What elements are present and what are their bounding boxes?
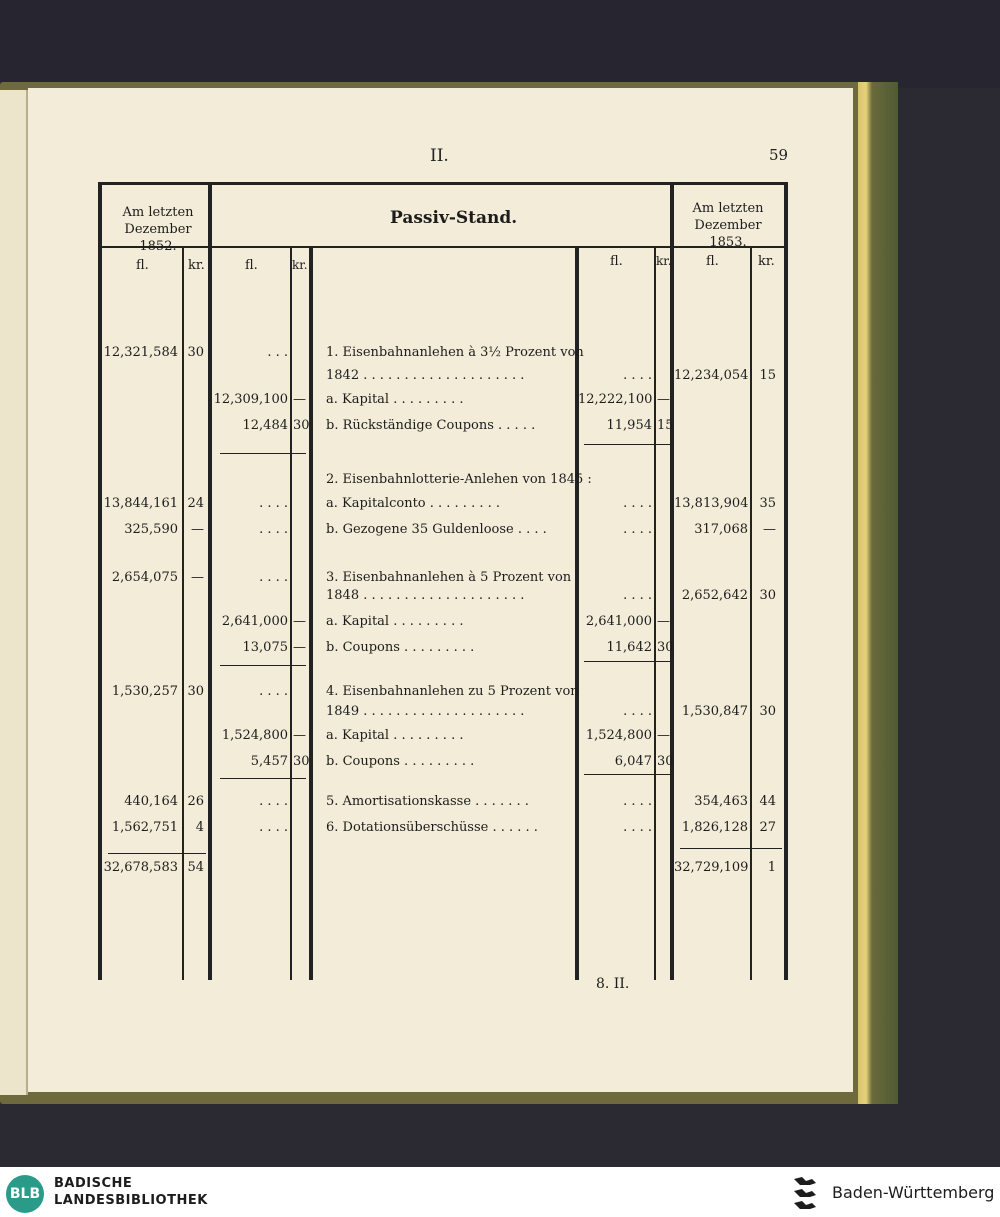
row-description: b. Coupons . . . . . . . . . — [326, 640, 475, 655]
col-divider — [750, 248, 752, 980]
cell-1852-fl: 12,321,584 — [103, 345, 178, 360]
cell-1852-kr: 30 — [187, 684, 204, 699]
cell-1852-kr: 54 — [187, 860, 204, 875]
cell-sub-fl: . . . . — [259, 522, 288, 537]
bw-name[interactable]: Baden-Württemberg — [832, 1183, 995, 1202]
subtotal-rule — [220, 665, 306, 666]
subtotal-rule — [220, 453, 306, 454]
row-description: 6. Dotationsüberschüsse . . . . . . — [326, 820, 538, 835]
cell-inner-kr: — — [657, 614, 670, 629]
cell-sub-kr: — — [293, 640, 306, 655]
col-header-1853: Am letzten Dezember 1853. — [692, 201, 764, 250]
subtotal-rule — [220, 778, 306, 779]
col-divider — [654, 248, 656, 980]
cell-inner-fl: . . . . — [623, 794, 652, 809]
cell-1852-kr: 26 — [187, 794, 204, 809]
cell-sub-fl: . . . — [267, 345, 288, 360]
cell-1852-kr: 30 — [187, 345, 204, 360]
signature-mark: 8. II. — [596, 976, 630, 992]
cell-1853-fl: 354,463 — [694, 794, 748, 809]
cell-1853-fl: 13,813,904 — [674, 496, 749, 511]
cell-1852-fl: 32,678,583 — [103, 860, 178, 875]
subtotal-rule — [584, 661, 670, 662]
cell-1853-fl: 1,826,128 — [681, 820, 748, 835]
unit-kr: kr. — [656, 254, 672, 268]
cell-sub-fl: 1,524,800 — [221, 728, 288, 743]
cell-sub-kr: — — [293, 392, 306, 407]
col-divider — [290, 248, 292, 980]
cell-inner-fl: 2,641,000 — [585, 614, 652, 629]
cell-inner-kr: 30 — [657, 640, 674, 655]
background-top — [0, 0, 1000, 88]
left-page-edge — [0, 90, 28, 1095]
col-divider — [182, 248, 184, 980]
cell-1853-kr: 30 — [759, 588, 776, 603]
cell-1852-kr: — — [191, 522, 204, 537]
cell-sub-fl: . . . . — [259, 820, 288, 835]
cell-sub-fl: . . . . — [259, 794, 288, 809]
cell-inner-kr: 15 — [657, 418, 674, 433]
cell-sub-fl: 12,309,100 — [213, 392, 288, 407]
cell-inner-fl: . . . . — [623, 522, 652, 537]
unit-fl: fl. — [706, 254, 719, 269]
cell-1853-kr: 27 — [759, 820, 776, 835]
cell-sub-fl: 5,457 — [250, 754, 288, 769]
cell-sub-fl: 13,075 — [242, 640, 288, 655]
cell-1852-kr: 4 — [195, 820, 204, 835]
cell-1852-fl: 13,844,161 — [103, 496, 178, 511]
col-header-1852: Am letzten Dezember 1852. — [122, 205, 194, 254]
row-description: a. Kapitalconto . . . . . . . . . — [326, 496, 501, 511]
unit-kr: kr. — [292, 258, 308, 272]
row-description: a. Kapital . . . . . . . . . — [326, 728, 464, 743]
row-description: 2. Eisenbahnlotterie-Anlehen von 1845 : — [326, 472, 592, 487]
table-right-border — [784, 182, 788, 980]
row-description: 1849 . . . . . . . . . . . . . . . . . . . . — [326, 704, 525, 719]
cell-sub-fl: . . . . — [259, 496, 288, 511]
col-divider — [309, 248, 313, 980]
cell-1852-kr: — — [191, 570, 204, 585]
blb-name-line1: BADISCHE — [54, 1176, 133, 1191]
cell-inner-fl: 6,047 — [614, 754, 652, 769]
cell-1852-fl: 440,164 — [124, 794, 178, 809]
cell-1852-fl: 2,654,075 — [111, 570, 178, 585]
cell-1852-kr: 24 — [187, 496, 204, 511]
row-description: 1842 . . . . . . . . . . . . . . . . . . . . — [326, 368, 525, 383]
cell-1853-fl: 2,652,642 — [681, 588, 748, 603]
cell-1853-kr: 15 — [759, 368, 776, 383]
subtotal-rule — [584, 444, 670, 445]
unit-kr: kr. — [188, 258, 205, 273]
cell-sub-fl: 2,641,000 — [221, 614, 288, 629]
footer-bar — [0, 1167, 1000, 1217]
row-description: 3. Eisenbahnanlehen à 5 Prozent von — [326, 570, 572, 585]
cell-inner-kr: 30 — [657, 754, 674, 769]
cell-sub-fl: 12,484 — [242, 418, 288, 433]
row-description: a. Kapital . . . . . . . . . — [326, 392, 464, 407]
cell-sub-kr: — — [293, 614, 306, 629]
cell-inner-fl: . . . . — [623, 704, 652, 719]
unit-fl: fl. — [245, 258, 258, 273]
cell-1853-fl: 317,068 — [694, 522, 748, 537]
cell-inner-kr: — — [657, 392, 670, 407]
cell-1853-kr: 35 — [759, 496, 776, 511]
cell-sub-kr: — — [293, 728, 306, 743]
total-rule — [680, 848, 782, 849]
cell-1853-fl: 12,234,054 — [674, 368, 749, 383]
cell-sub-fl: . . . . — [259, 570, 288, 585]
unit-kr: kr. — [758, 254, 775, 269]
cell-1852-fl: 1,530,257 — [111, 684, 178, 699]
cell-sub-kr: 30 — [293, 418, 310, 433]
cell-1853-kr: 30 — [759, 704, 776, 719]
cell-inner-kr: — — [657, 728, 670, 743]
coat-of-arms-icon[interactable] — [790, 1173, 820, 1211]
row-description: 1848 . . . . . . . . . . . . . . . . . . . . — [326, 588, 525, 603]
table-title: Passiv-Stand. — [390, 208, 518, 228]
cell-inner-fl: 1,524,800 — [585, 728, 652, 743]
cell-sub-kr: 30 — [293, 754, 310, 769]
row-description: b. Rückständige Coupons . . . . . — [326, 418, 536, 433]
cell-1852-fl: 1,562,751 — [111, 820, 178, 835]
row-description: b. Coupons . . . . . . . . . — [326, 754, 475, 769]
cell-1853-fl: 1,530,847 — [681, 704, 748, 719]
cell-1853-kr: — — [763, 522, 776, 537]
row-description: b. Gezogene 35 Guldenloose . . . . — [326, 522, 547, 537]
row-description: 4. Eisenbahnanlehen zu 5 Prozent von — [326, 684, 579, 699]
cell-inner-fl: . . . . — [623, 368, 652, 383]
book-cover-edge — [858, 82, 898, 1104]
unit-fl: fl. — [136, 258, 149, 273]
cell-1853-kr: 1 — [767, 860, 776, 875]
cell-inner-fl: 11,954 — [606, 418, 652, 433]
cell-1852-fl: 325,590 — [124, 522, 178, 537]
cell-inner-fl: 12,222,100 — [578, 392, 653, 407]
blb-name-line2: LANDESBIBLIOTHEK — [54, 1193, 208, 1208]
table-top-rule — [98, 182, 788, 185]
cell-1853-fl: 32,729,109 — [674, 860, 749, 875]
page-number: 59 — [769, 146, 789, 164]
cell-1853-kr: 44 — [759, 794, 776, 809]
row-description: a. Kapital . . . . . . . . . — [326, 614, 464, 629]
cell-inner-fl: 11,642 — [606, 640, 652, 655]
total-rule — [108, 853, 206, 854]
cell-inner-fl: . . . . — [623, 820, 652, 835]
header-rule — [210, 246, 672, 248]
subtotal-rule — [584, 774, 670, 775]
section-heading: II. — [430, 146, 449, 166]
blb-logo[interactable]: BLB — [6, 1175, 44, 1213]
cell-inner-fl: . . . . — [623, 588, 652, 603]
row-description: 1. Eisenbahnanlehen à 3½ Prozent von — [326, 345, 584, 360]
row-description: 5. Amortisationskasse . . . . . . . — [326, 794, 529, 809]
cell-inner-fl: . . . . — [623, 496, 652, 511]
unit-fl: fl. — [610, 254, 623, 269]
cell-sub-fl: . . . . — [259, 684, 288, 699]
